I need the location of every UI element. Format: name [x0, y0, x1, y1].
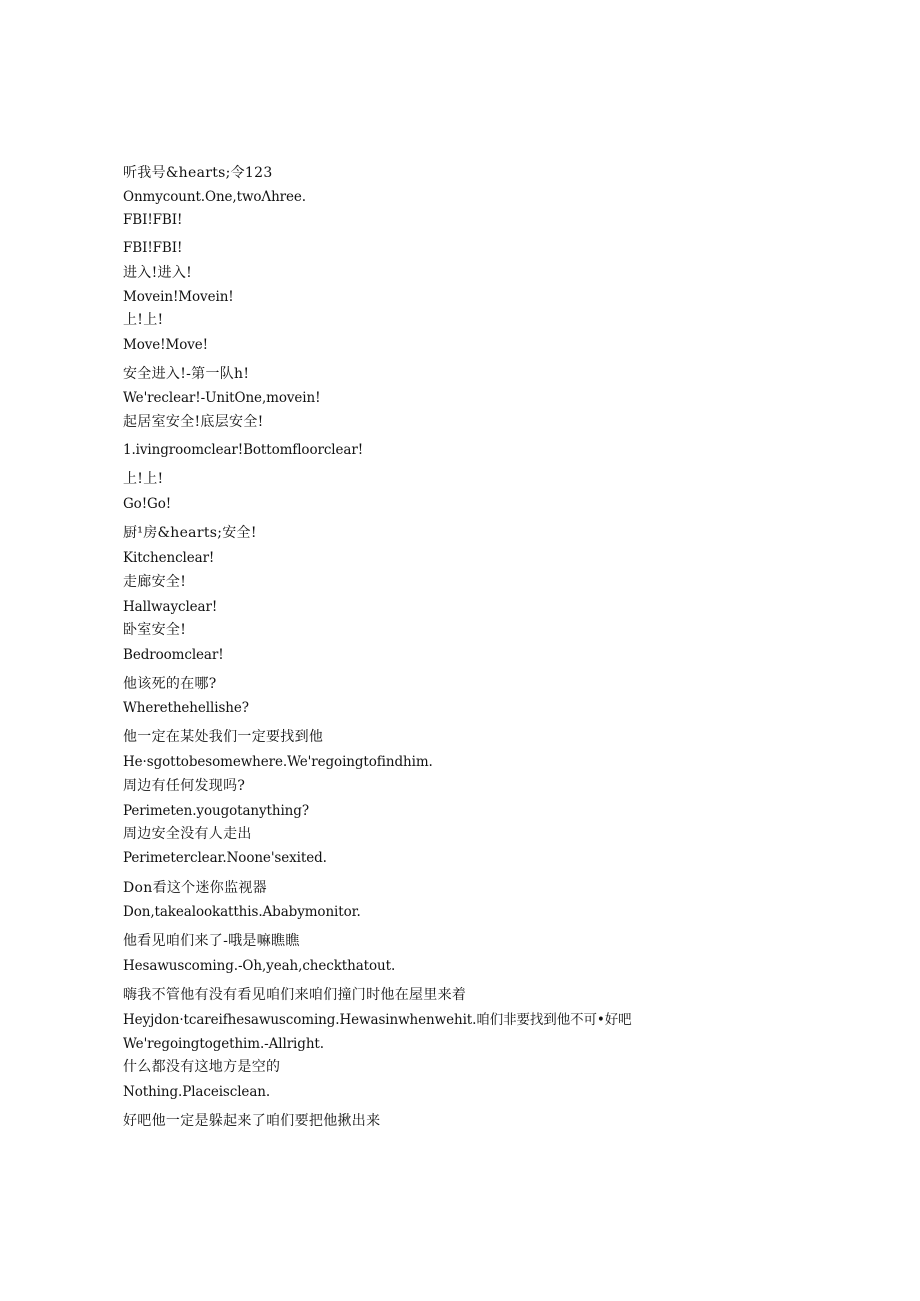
- line-zh: Don看这个迷你监视器: [123, 880, 267, 896]
- line-en: Hesawuscoming.-Oh,yeah,checkthatout.: [123, 958, 396, 974]
- line-zh: 听我号&hearts;令123: [123, 165, 273, 181]
- line-en: Bedroomclear!: [123, 647, 224, 663]
- line-zh: 安全进入!-第一队h!: [123, 366, 250, 382]
- line-zh: 走廊安全!: [123, 574, 187, 590]
- line-en: Perimeterclear.Noone'sexited.: [123, 850, 327, 866]
- line-zh: 嗨我不管他有没有看见咱们来咱们撞门时他在屋里来着: [123, 987, 467, 1003]
- line-zh: 周边有任何发现吗?: [123, 778, 246, 794]
- line-zh: 他看见咱们来了-哦是嘛瞧瞧: [123, 933, 300, 949]
- line-en: 1.ivingroomclear!Bottomfloorclear!: [123, 442, 364, 458]
- line-en: FBI!FBI!: [123, 240, 183, 256]
- line-en: Perimeten.yougotanything?: [123, 803, 309, 819]
- line-en: He·sgottobesomewhere.We'regoingtofindhim.: [123, 754, 433, 770]
- line-zh: 上!上!: [123, 471, 164, 487]
- line-en: Onmycount.One,twoΛhree.: [123, 189, 307, 205]
- line-en: We'regoingtogethim.-Allright.: [123, 1036, 324, 1052]
- line-zh: 起居室安全!底层安全!: [123, 414, 264, 430]
- line-en: Kitchenclear!: [123, 550, 215, 566]
- line-zh: 他该死的在哪?: [123, 676, 217, 692]
- line-zh: 卧室安全!: [123, 622, 187, 638]
- line-en: Move!Move!: [123, 337, 208, 353]
- line-zh: 好吧他一定是躲起来了咱们要把他揪出来: [123, 1113, 381, 1129]
- line-en: Nothing.Placeisclean.: [123, 1084, 271, 1100]
- line-zh: 他一定在某处我们一定要找到他: [123, 729, 324, 745]
- line-zh: 周边安全没有人走出: [123, 826, 252, 842]
- line-zh: 什么都没有这地方是空的: [123, 1059, 281, 1075]
- line-en: FBI!FBI!: [123, 212, 183, 228]
- line-en: Wherethehellishe?: [123, 700, 249, 716]
- line-en: Movein!Movein!: [123, 289, 234, 305]
- line-zh: 上!上!: [123, 312, 164, 328]
- line-zh: 厨¹房&hearts;安全!: [123, 525, 257, 541]
- line-zh: 进入!进入!: [123, 265, 193, 281]
- line-en: Hallwayclear!: [123, 599, 218, 615]
- line-en: Heyjdon·tcareifhesawuscoming.Hewasinwhenwehit.咱们非要找到他不可•好吧: [123, 1012, 632, 1028]
- line-en: Don,takealookatthis.Ababymonitor.: [123, 904, 361, 920]
- line-en: We'reclear!-UnitOne,movein!: [123, 390, 321, 406]
- line-en: Go!Go!: [123, 496, 172, 512]
